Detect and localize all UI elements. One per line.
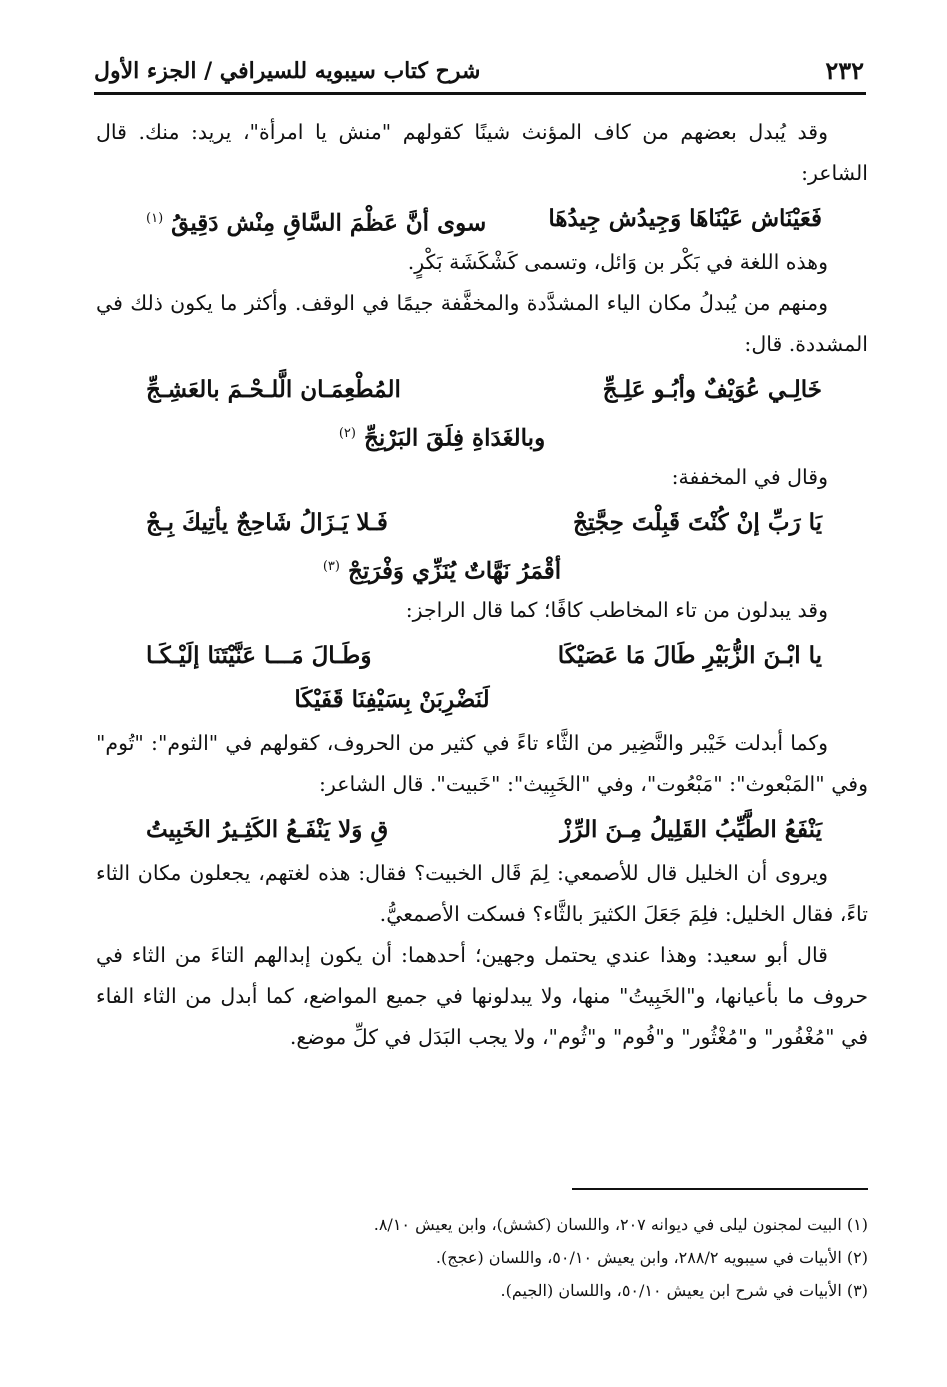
verse-4-second-hemistich: وَطَـالَ مَـــا عَنَّيْتَنَا إلَيْـكَـا	[146, 642, 372, 669]
paragraph-8: قال أبو سعيد: وهذا عندي يحتمل وجهين؛ أحدهما: أن يكون إبدالهم التاءَ من الثاء في حروف ما بأعيانها، و"الخَبِيتُ" منها، ولا يبدلونها في جميع المواضع، كما أبدل من الثاء الفاء في "مُغْفُور" و"مُغْثُور" و"فُوم" و"ثُوم"، ولا يجب البَدَل في كلِّ موضع.	[96, 943, 868, 1049]
footnote-ref-1: (١)	[146, 211, 164, 226]
footnote-ref-2: (٢)	[338, 426, 356, 441]
header-rule	[94, 92, 866, 95]
main-text	[96, 112, 868, 1058]
verse-5-first-hemistich: يَنْفَعُ الطَّيِّبُ القَلِيلُ مِـنَ الرِّزْ	[560, 816, 822, 843]
footnote-ref-3: (٣)	[322, 559, 340, 574]
verse-2-first-hemistich: خَالِـي عُوَيْفٌ وأبُـو عَلِـجِّ	[602, 376, 822, 403]
verse-4	[96, 631, 868, 679]
footnotes	[96, 1208, 868, 1307]
paragraph-5: وقد يبدلون من تاء المخاطب كافًا؛ كما قال الراجز:	[405, 598, 828, 622]
verse-2	[96, 365, 868, 413]
verse-3-first-hemistich: يَا رَبِّ إنْ كُنْتَ قَبِلْتَ حِجَّتِجْ	[573, 509, 822, 536]
verse-4-first-hemistich: يا ابْـنَ الزُّبَيْرِ طَالَ مَا عَصَيْكَا	[557, 642, 822, 669]
verse-2-continuation: وبالغَدَاةِ فِلَقَ البَرْنِجِّ $^{(٢)}$	[338, 424, 546, 452]
paragraph-1: وقد يُبدل بعضهم من كاف المؤنث شينًا كقولهم "منش يا امرأة"، يريد: منك. قال الشاعر:	[96, 120, 868, 185]
verse-5	[96, 805, 868, 853]
page-number: ٢٣٢	[825, 56, 864, 85]
verse-1-second-hemistich: سوى أنَّ عَظْمَ السَّاقِ مِنْش دَقِيقُ $^{(١)}$	[146, 209, 487, 237]
footnote-3: (٣) الأبيات في شرح ابن يعيش ٥٠/١٠، واللسان (الجيم).	[500, 1281, 868, 1300]
verse-3-continuation: أقْمَرُ نَهَّاتٌ يُنَزِّي وَفْرَتِجْ $^{(٣)}$	[322, 557, 562, 585]
page-header	[94, 54, 864, 90]
verse-1	[96, 194, 868, 242]
verse-3	[96, 498, 868, 546]
paragraph-7: ويروى أن الخليل قال للأصمعي: لِمَ قَال الخبيت؟ فقال: هذه لغتهم، يجعلون مكان الثاء تاءً، فقال الخليل: فلِمَ جَعَلَ الكثيرَ بالثَّاء؟ فسكت الأصمعيُّ.	[96, 861, 868, 926]
verse-3-second-hemistich: فَـلا يَـزَالُ شَاحِجٌ يأتِيكَ بِـجْ	[146, 509, 388, 536]
verse-2-second-hemistich: المُطْعِمَـان الَّلـحْـمَ بالعَشِـجِّ	[146, 376, 401, 403]
running-title: شرح كتاب سيبويه للسيرافي / الجزء الأول	[94, 58, 481, 84]
verse-5-second-hemistich: قِ وَلا يَنْفَـعُ الكَثِـيرُ الخَبِيتُ	[146, 816, 389, 843]
footnote-2: (٢) الأبيات في سيبويه ٢٨٨/٢، وابن يعيش ٥٠/١٠، واللسان (عجج).	[435, 1248, 868, 1267]
paragraph-3: ومنهم من يُبدلُ مكان الياء المشدَّدة والمخفَّفة جيمًا في الوقف. وأكثر ما يكون ذلك في المشددة. قال:	[96, 291, 868, 356]
verse-1-first-hemistich: فَعَيْنَاش عَيْنَاهَا وَجِيدُش جِيدُهَا	[548, 205, 822, 232]
footnote-1: (١) البيت لمجنون ليلى في ديوانه ٢٠٧، واللسان (كشش)، وابن يعيش ٨/١٠.	[373, 1215, 868, 1234]
paragraph-6: وكما أبدلت خَيْبر والنَّضِير من الثَّاء تاءً في كثير من الحروف، كقولهم في "الثوم": "تُوم" وفي "المَبْعوث": "مَبْعُوت"، وفي "الخَبِيث": "خَبيت". قال الشاعر:	[96, 731, 868, 796]
footnote-rule	[572, 1188, 868, 1190]
paragraph-2: وهذه اللغة في بَكْر بن وَائل، وتسمى كَشْكَشَة بَكْرٍ.	[407, 250, 828, 274]
verse-4-continuation: لَنَضْرِبَنْ بِسَيْفِنَا قَفَيْكَا	[294, 686, 490, 713]
paragraph-4: وقال في المخففة:	[671, 465, 828, 489]
